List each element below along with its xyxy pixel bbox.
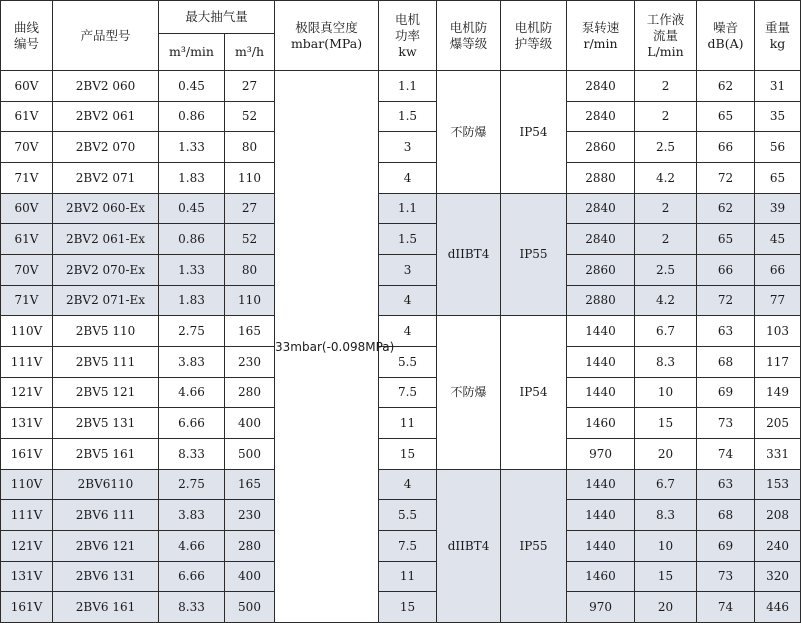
cell-weight: 45	[755, 224, 801, 255]
cell-flow-m3-min: 6.66	[159, 408, 225, 439]
cell-flow-m3-min: 4.66	[159, 530, 225, 561]
cell-model: 2BV5 111	[53, 346, 159, 377]
cell-curve-no: 161V	[1, 438, 53, 469]
cell-flow-m3-h: 230	[225, 346, 275, 377]
cell-curve-no: 110V	[1, 469, 53, 500]
table-row	[1, 162, 801, 193]
cell-protection-grade: IP54	[501, 316, 567, 469]
cell-power: 1.1	[379, 71, 437, 102]
cell-flow-m3-min: 1.33	[159, 132, 225, 163]
cell-curve-no: 111V	[1, 346, 53, 377]
cell-model: 2BV6 111	[53, 500, 159, 531]
cell-speed: 1440	[567, 500, 635, 531]
cell-flow-m3-min: 6.66	[159, 561, 225, 592]
cell-flow-m3-h: 52	[225, 101, 275, 132]
cell-noise: 62	[697, 193, 755, 224]
cell-flow-m3-min: 2.75	[159, 469, 225, 500]
header-noise: 噪音 dB(A)	[697, 1, 755, 71]
cell-liquid-flow: 20	[635, 592, 697, 623]
cell-model: 2BV2 071	[53, 162, 159, 193]
cell-model: 2BV2 061-Ex	[53, 224, 159, 255]
cell-power: 1.1	[379, 193, 437, 224]
cell-noise: 62	[697, 71, 755, 102]
table-row	[1, 132, 801, 163]
table-row	[1, 530, 801, 561]
cell-power: 4	[379, 285, 437, 316]
cell-flow-m3-h: 500	[225, 438, 275, 469]
table-row	[1, 592, 801, 623]
cell-liquid-flow: 2.5	[635, 254, 697, 285]
cell-curve-no: 60V	[1, 193, 53, 224]
cell-flow-m3-h: 400	[225, 408, 275, 439]
header-vacuum: 极限真空度 mbar(MPa)	[275, 1, 379, 71]
cell-liquid-flow: 6.7	[635, 316, 697, 347]
cell-weight: 65	[755, 162, 801, 193]
cell-liquid-flow: 2	[635, 193, 697, 224]
cell-noise: 73	[697, 408, 755, 439]
vacuum-mpa: (-0.098MPa)	[321, 339, 395, 354]
cell-noise: 73	[697, 561, 755, 592]
cell-curve-no: 60V	[1, 71, 53, 102]
cell-power: 4	[379, 162, 437, 193]
cell-liquid-flow: 2.5	[635, 132, 697, 163]
header-protection: 电机防 护等级	[501, 1, 567, 71]
cell-flow-m3-min: 0.45	[159, 193, 225, 224]
cell-curve-no: 71V	[1, 285, 53, 316]
cell-flow-m3-h: 400	[225, 561, 275, 592]
cell-noise: 68	[697, 346, 755, 377]
cell-noise: 69	[697, 530, 755, 561]
cell-model: 2BV6 161	[53, 592, 159, 623]
vacuum-mbar: 33mbar	[275, 339, 322, 354]
cell-speed: 2860	[567, 132, 635, 163]
cell-flow-m3-h: 500	[225, 592, 275, 623]
cell-liquid-flow: 8.3	[635, 500, 697, 531]
cell-liquid-flow: 6.7	[635, 469, 697, 500]
cell-flow-m3-h: 165	[225, 316, 275, 347]
cell-liquid-flow: 2	[635, 101, 697, 132]
cell-noise: 68	[697, 500, 755, 531]
cell-speed: 970	[567, 592, 635, 623]
cell-weight: 77	[755, 285, 801, 316]
cell-protection-grade: IP54	[501, 71, 567, 194]
cell-noise: 66	[697, 132, 755, 163]
cell-flow-m3-h: 110	[225, 162, 275, 193]
cell-flow-m3-h: 280	[225, 377, 275, 408]
cell-noise: 72	[697, 285, 755, 316]
cell-flow-m3-h: 110	[225, 285, 275, 316]
cell-model: 2BV5 110	[53, 316, 159, 347]
cell-flow-m3-min: 4.66	[159, 377, 225, 408]
header-max-flow: 最大抽气量	[159, 1, 275, 34]
cell-speed: 2840	[567, 101, 635, 132]
header-unit-m3-min: m³/min	[159, 34, 225, 71]
table-row	[1, 377, 801, 408]
cell-flow-m3-h: 27	[225, 71, 275, 102]
cell-curve-no: 71V	[1, 162, 53, 193]
cell-explosion-grade: 不防爆	[437, 316, 501, 469]
header-model: 产品型号	[53, 1, 159, 71]
cell-power: 3	[379, 254, 437, 285]
cell-explosion-grade: 不防爆	[437, 71, 501, 194]
cell-speed: 1440	[567, 530, 635, 561]
cell-flow-m3-h: 27	[225, 193, 275, 224]
cell-speed: 1440	[567, 316, 635, 347]
cell-speed: 2840	[567, 71, 635, 102]
cell-curve-no: 131V	[1, 408, 53, 439]
header-liquid-flow: 工作液 流量 L/min	[635, 1, 697, 71]
cell-protection-grade: IP55	[501, 469, 567, 622]
cell-flow-m3-h: 280	[225, 530, 275, 561]
table-row	[1, 469, 801, 500]
cell-liquid-flow: 10	[635, 530, 697, 561]
cell-weight: 31	[755, 71, 801, 102]
header-explosion: 电机防 爆等级	[437, 1, 501, 71]
cell-speed: 1440	[567, 346, 635, 377]
cell-curve-no: 70V	[1, 254, 53, 285]
table-row	[1, 316, 801, 347]
cell-speed: 1460	[567, 408, 635, 439]
cell-flow-m3-min: 2.75	[159, 316, 225, 347]
cell-model: 2BV5 161	[53, 438, 159, 469]
header-speed: 泵转速 r/min	[567, 1, 635, 71]
table-row	[1, 71, 801, 102]
cell-power: 15	[379, 592, 437, 623]
cell-flow-m3-min: 3.83	[159, 500, 225, 531]
cell-liquid-flow: 4.2	[635, 162, 697, 193]
cell-weight: 66	[755, 254, 801, 285]
cell-weight: 208	[755, 500, 801, 531]
cell-model: 2BV5 131	[53, 408, 159, 439]
cell-liquid-flow: 15	[635, 561, 697, 592]
cell-curve-no: 70V	[1, 132, 53, 163]
cell-flow-m3-min: 0.86	[159, 224, 225, 255]
cell-noise: 65	[697, 101, 755, 132]
cell-flow-m3-min: 0.45	[159, 71, 225, 102]
cell-model: 2BV2 060-Ex	[53, 193, 159, 224]
header-power: 电机 功率 kw	[379, 1, 437, 71]
cell-liquid-flow: 2	[635, 71, 697, 102]
cell-power: 11	[379, 561, 437, 592]
cell-liquid-flow: 20	[635, 438, 697, 469]
cell-speed: 2840	[567, 224, 635, 255]
cell-vacuum	[275, 71, 395, 623]
cell-model: 2BV2 061	[53, 101, 159, 132]
cell-model: 2BV6110	[53, 469, 159, 500]
cell-curve-no: 110V	[1, 316, 53, 347]
cell-flow-m3-min: 1.83	[159, 162, 225, 193]
cell-explosion-grade: dIIBT4	[437, 469, 501, 622]
cell-power: 4	[379, 316, 437, 347]
cell-speed: 1440	[567, 469, 635, 500]
cell-noise: 63	[697, 469, 755, 500]
table-row	[1, 254, 801, 285]
cell-power: 1.5	[379, 224, 437, 255]
cell-weight: 153	[755, 469, 801, 500]
cell-liquid-flow: 15	[635, 408, 697, 439]
table-row	[1, 193, 801, 224]
cell-flow-m3-h: 80	[225, 132, 275, 163]
cell-speed: 1460	[567, 561, 635, 592]
cell-flow-m3-h: 80	[225, 254, 275, 285]
cell-curve-no: 61V	[1, 224, 53, 255]
cell-power: 11	[379, 408, 437, 439]
cell-flow-m3-min: 8.33	[159, 592, 225, 623]
cell-power: 4	[379, 469, 437, 500]
cell-weight: 205	[755, 408, 801, 439]
table-row	[1, 500, 801, 531]
cell-weight: 320	[755, 561, 801, 592]
cell-curve-no: 121V	[1, 530, 53, 561]
cell-speed: 970	[567, 438, 635, 469]
cell-noise: 66	[697, 254, 755, 285]
cell-flow-m3-min: 1.83	[159, 285, 225, 316]
cell-weight: 103	[755, 316, 801, 347]
cell-power: 7.5	[379, 530, 437, 561]
cell-noise: 65	[697, 224, 755, 255]
cell-flow-m3-min: 0.86	[159, 101, 225, 132]
cell-weight: 331	[755, 438, 801, 469]
cell-power: 3	[379, 132, 437, 163]
cell-model: 2BV5 121	[53, 377, 159, 408]
cell-weight: 35	[755, 101, 801, 132]
cell-weight: 117	[755, 346, 801, 377]
cell-model: 2BV2 070	[53, 132, 159, 163]
cell-flow-m3-h: 230	[225, 500, 275, 531]
cell-flow-m3-h: 165	[225, 469, 275, 500]
cell-curve-no: 61V	[1, 101, 53, 132]
cell-model: 2BV6 131	[53, 561, 159, 592]
cell-weight: 39	[755, 193, 801, 224]
cell-speed: 2880	[567, 162, 635, 193]
cell-weight: 149	[755, 377, 801, 408]
cell-noise: 74	[697, 438, 755, 469]
cell-speed: 2860	[567, 254, 635, 285]
cell-power: 1.5	[379, 101, 437, 132]
table-row	[1, 408, 801, 439]
header-unit-m3-h: m³/h	[225, 34, 275, 71]
table-row	[1, 346, 801, 377]
cell-liquid-flow: 10	[635, 377, 697, 408]
cell-speed: 2840	[567, 193, 635, 224]
cell-curve-no: 111V	[1, 500, 53, 531]
cell-weight: 56	[755, 132, 801, 163]
cell-model: 2BV2 070-Ex	[53, 254, 159, 285]
cell-flow-m3-min: 3.83	[159, 346, 225, 377]
table-row	[1, 101, 801, 132]
table-row	[1, 224, 801, 255]
cell-model: 2BV2 060	[53, 71, 159, 102]
cell-speed: 2880	[567, 285, 635, 316]
cell-liquid-flow: 2	[635, 224, 697, 255]
table-row	[1, 438, 801, 469]
cell-noise: 63	[697, 316, 755, 347]
cell-model: 2BV2 071-Ex	[53, 285, 159, 316]
cell-noise: 72	[697, 162, 755, 193]
header-curve-no: 曲线 编号	[1, 1, 53, 71]
cell-curve-no: 131V	[1, 561, 53, 592]
cell-flow-m3-min: 1.33	[159, 254, 225, 285]
cell-protection-grade: IP55	[501, 193, 567, 316]
table-row	[1, 285, 801, 316]
cell-power: 5.5	[379, 346, 437, 377]
cell-noise: 74	[697, 592, 755, 623]
cell-speed: 1440	[567, 377, 635, 408]
cell-explosion-grade: dIIBT4	[437, 193, 501, 316]
cell-flow-m3-h: 52	[225, 224, 275, 255]
cell-power: 7.5	[379, 377, 437, 408]
cell-weight: 446	[755, 592, 801, 623]
cell-weight: 240	[755, 530, 801, 561]
cell-liquid-flow: 8.3	[635, 346, 697, 377]
cell-curve-no: 121V	[1, 377, 53, 408]
cell-flow-m3-min: 8.33	[159, 438, 225, 469]
table-row	[1, 561, 801, 592]
cell-curve-no: 161V	[1, 592, 53, 623]
header-weight: 重量 kg	[755, 1, 801, 71]
spec-table-body	[1, 71, 801, 623]
cell-power: 15	[379, 438, 437, 469]
cell-model: 2BV6 121	[53, 530, 159, 561]
cell-power: 5.5	[379, 500, 437, 531]
cell-liquid-flow: 4.2	[635, 285, 697, 316]
cell-noise: 69	[697, 377, 755, 408]
